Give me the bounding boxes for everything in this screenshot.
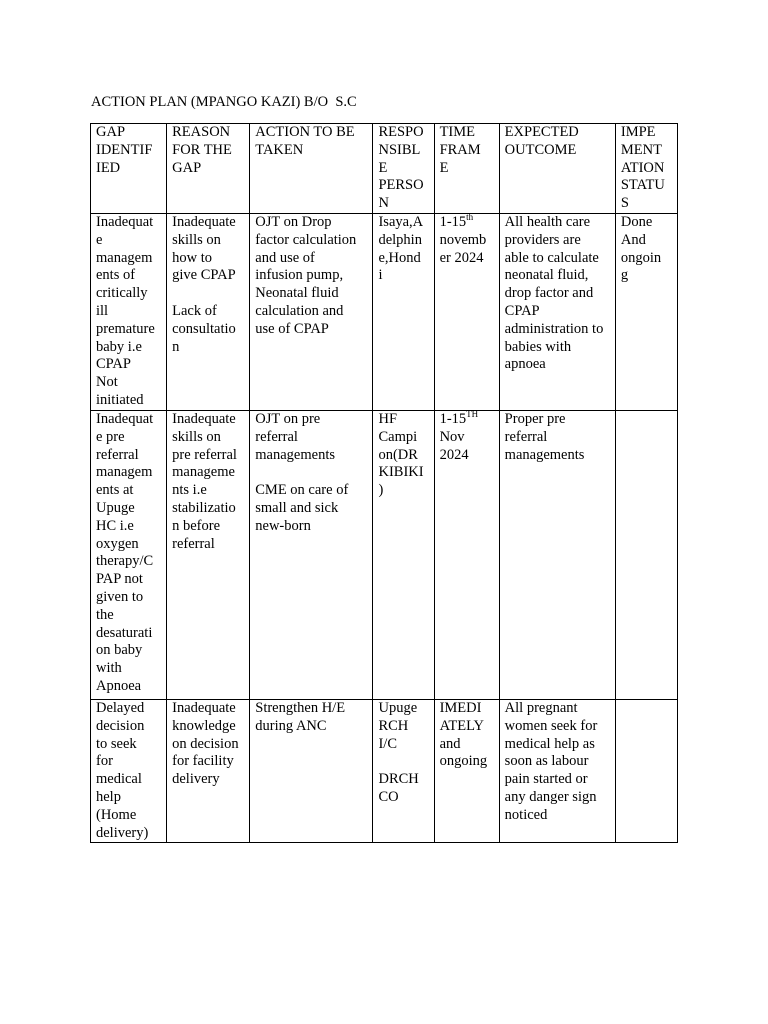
cell-responsible [373,411,434,700]
cell-text-line: providers are [504,231,581,248]
cell-text-line: N [378,195,389,212]
cell-text-line: Nov [439,428,465,445]
cell-text-line: pain started or [504,771,588,788]
cell-text-line: on(DR [378,446,418,463]
cell-text-line: managements [504,446,585,463]
cell-text-line: oxygen [96,535,139,552]
time-frame-ordinal: TH [466,409,479,420]
cell-text-line: ents of [96,267,136,284]
cell-text-line: GAP [172,159,202,176]
cell-text-line: baby i.e [96,338,142,355]
cell-text-line: FRAM [439,141,481,158]
cell-text-line: desaturati [96,624,153,641]
cell-text-line: able to calculate [504,249,599,266]
cell-text-line: critically [96,285,148,302]
cell-text-line: OJT on Drop [255,214,332,230]
cell-text-line: Not [96,374,118,391]
header-action-to-be-taken [250,124,373,214]
cell-responsible [373,214,434,411]
cell-text-line: CPAP [96,356,131,373]
cell-time-frame [434,411,499,700]
cell-text-line: i [378,267,383,284]
cell-text-line: medical [96,771,142,788]
cell-text-line: KIBIKI [378,464,424,481]
cell-text-line: factor calculation [255,231,357,248]
cell-text-line: Done [620,214,653,230]
cell-outcome [499,214,615,411]
cell-text-line: soon as labour [504,753,589,770]
cell-action [250,700,373,843]
cell-text-line: knowledge [172,717,236,734]
cell-text-line: nts i.e [172,482,207,499]
cell-reason [167,411,250,700]
table-row [91,700,678,843]
cell-text-line: E [378,159,388,176]
cell-text-line: Neonatal fluid [255,285,339,302]
time-frame-ordinal: th [466,212,474,223]
cell-reason [167,700,250,843]
cell-text-line: TIME [439,124,475,140]
cell-text-line: delphin [378,231,422,248]
cell-text-line: how to [172,249,212,266]
cell-text-line: Strengthen H/E [255,700,346,716]
cell-time-frame [434,214,499,411]
cell-text-line: during ANC [255,717,327,734]
cell-text-line: n [172,338,180,355]
cell-text-line: to seek [96,735,137,752]
cell-text-line: Inadequat [96,411,154,427]
cell-text-line: MENT [620,141,662,158]
cell-text-line: PERSO [378,177,424,194]
cell-text-line: managem [96,464,153,481]
table-header-row [91,124,678,214]
cell-text-line: given to [96,588,144,605]
cell-text-line: and use of [255,249,315,266]
cell-text-line: e [96,231,103,248]
cell-text-line: for [96,753,113,770]
cell-text-line: Campi [378,428,418,445]
cell-status [615,700,677,843]
cell-text-line: delivery [172,771,220,788]
cell-text-line: OUTCOME [504,141,577,158]
cell-text-line: novemb [439,231,487,248]
cell-text-line: HC i.e [96,517,134,534]
cell-text-line: GAP [96,124,126,140]
cell-text-line: the [96,606,114,623]
cell-time-frame [434,700,499,843]
header-reason-for-gap [167,124,250,214]
cell-text-line: decision [96,717,145,734]
cell-text-line: consultatio [172,320,236,337]
cell-text-line: RCH [378,717,409,734]
cell-text-line [172,285,244,303]
cell-text-line: premature [96,320,155,337]
cell-text-line: pre referral [172,446,237,463]
cell-text-line: skills on [172,231,221,248]
cell-text-line: and [439,735,461,752]
cell-text-line: EXPECTED [504,124,579,140]
cell-text-line: help [96,788,121,805]
cell-text-line: for facility [172,753,234,770]
cell-text-line: FOR THE [172,141,232,158]
cell-text-line: referral [96,446,139,463]
cell-text-line: referral [255,428,298,445]
cell-gap [91,214,167,411]
cell-action [250,411,373,700]
header-time-frame [434,124,499,214]
cell-text-line: women seek for [504,717,598,734]
cell-text-line: All pregnant [504,700,578,716]
cell-text-line: Upuge [96,499,135,516]
cell-text-line: IED [96,159,121,176]
document-title: ACTION PLAN (MPANGO KAZI) B/O S.C [91,94,357,110]
header-responsible-person [373,124,434,214]
cell-text-line: skills on [172,428,221,445]
header-gap-identified [91,124,167,214]
cell-text-line: Lack of [172,302,217,319]
table-row [91,411,678,700]
cell-text-line: Inadequat [96,214,154,230]
cell-text-line [378,753,428,771]
cell-text-line: new-born [255,517,311,534]
cell-text-line: small and sick [255,499,339,516]
cell-text-line: ongoing [439,753,488,770]
cell-text-line: IMPE [620,124,656,140]
cell-text-line: neonatal fluid, [504,267,589,284]
cell-text-line: Isaya,A [378,214,424,230]
table-row [91,214,678,411]
cell-text-line: Inadequate [172,411,236,427]
cell-text-line: ACTION TO BE [255,124,355,140]
time-frame-start: 1-15 [439,411,467,427]
cell-text-line: referral [172,535,215,552]
header-expected-outcome [499,124,615,214]
cell-text-line: 2024 [439,446,469,463]
cell-text-line: ents at [96,482,134,499]
cell-reason [167,214,250,411]
cell-text-line: medical help as [504,735,595,752]
cell-text-line: CPAP [504,302,540,319]
cell-text-line: S [620,195,629,212]
cell-text-line: TAKEN [255,141,304,158]
cell-text-line: initiated [96,391,144,408]
cell-text-line: stabilizatio [172,499,236,516]
cell-text-line: managements [255,446,335,463]
cell-text-line: OJT on pre [255,411,321,427]
cell-text-line: give CPAP [172,267,236,284]
cell-text-line: ongoin [620,249,662,266]
cell-text-line: REASON [172,124,231,140]
cell-text-line: referral [504,428,548,445]
cell-text-line: manageme [172,464,235,481]
cell-text-line: apnoea [504,356,546,373]
cell-gap [91,700,167,843]
cell-text-line: calculation and [255,302,344,319]
cell-text-line: any danger sign [504,788,597,805]
cell-text-line: CME on care of [255,482,349,499]
cell-text-line: And [620,231,646,248]
cell-text-line: infusion pump, [255,267,344,284]
cell-text-line: HF [378,411,398,427]
cell-text-line: therapy/C [96,553,154,570]
cell-text-line: on baby [96,642,143,659]
cell-outcome [499,700,615,843]
time-frame-start: IMEDI [439,700,482,716]
cell-text-line: DRCH [378,771,419,788]
cell-text-line: e pre [96,428,125,445]
cell-text-line: I/C [378,735,397,752]
cell-text-line: Apnoea [96,677,142,694]
cell-text-line [255,464,367,482]
cell-action [250,214,373,411]
cell-text-line: use of CPAP [255,320,329,337]
cell-text-line: All health care [504,214,591,230]
header-implementation-status [615,124,677,214]
cell-text-line: Upuge [378,700,418,716]
cell-text-line: IDENTIF [96,141,153,158]
cell-status [615,214,677,411]
cell-text-line: E [439,159,449,176]
cell-text-line: n before [172,517,221,534]
cell-text-line: PAP not [96,571,143,588]
cell-text-line: STATU [620,177,665,194]
cell-text-line: on decision [172,735,239,752]
cell-text-line: (Home [96,806,137,823]
cell-text-line: noticed [504,806,548,823]
cell-text-line: ill [96,302,109,319]
cell-outcome [499,411,615,700]
cell-text-line: babies with [504,338,572,355]
cell-text-line: delivery) [96,824,149,841]
cell-text-line: Delayed [96,700,145,716]
cell-text-line: administration to [504,320,604,337]
cell-text-line: Inadequate [172,214,236,230]
cell-text-line: ATELY [439,717,485,734]
cell-text-line: Inadequate [172,700,236,716]
cell-text-line: drop factor and [504,285,594,302]
action-plan-table [90,123,678,843]
cell-text-line: RESPO [378,124,424,140]
cell-text-line: ) [378,482,384,499]
cell-responsible [373,700,434,843]
cell-text-line: er 2024 [439,249,484,266]
cell-text-line: managem [96,249,153,266]
cell-text-line: with [96,660,122,677]
time-frame-start: 1-15 [439,214,467,230]
cell-text-line: Proper pre [504,411,566,427]
cell-status [615,411,677,700]
cell-text-line: e,Hond [378,249,421,266]
cell-text-line: CO [378,788,399,805]
cell-gap [91,411,167,700]
cell-text-line: ATION [620,159,665,176]
cell-text-line: NSIBL [378,141,421,158]
cell-text-line: g [620,267,629,284]
